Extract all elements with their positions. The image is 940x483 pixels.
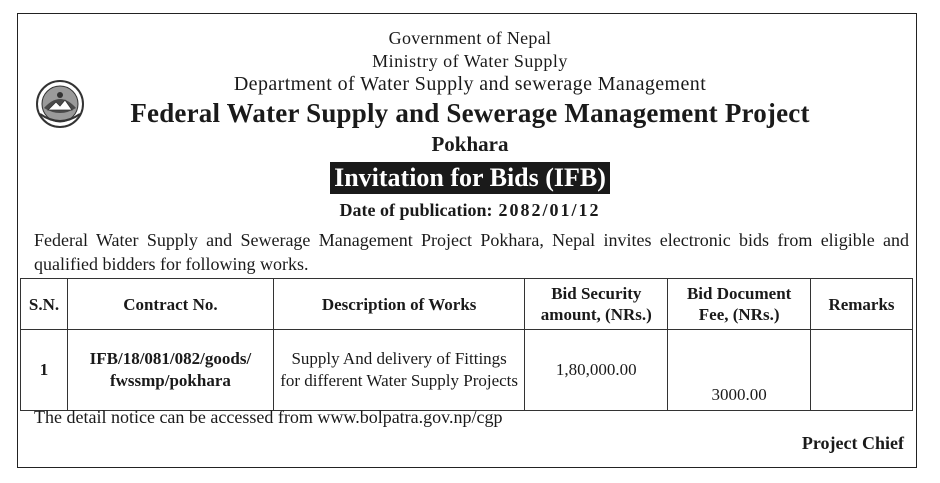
cell-sn: 1 <box>21 330 68 411</box>
ministry-line: Ministry of Water Supply <box>372 51 568 71</box>
cell-bid-document-fee: 3000.00 <box>668 330 811 411</box>
header-bid-security: Bid Security amount, (NRs.) <box>525 279 668 330</box>
header-remarks: Remarks <box>811 279 913 330</box>
intro-paragraph: Federal Water Supply and Sewerage Management Project Pokhara, Nepal invites electronic bids from eligible and qualified bidders for following works. <box>34 230 909 274</box>
cell-description: Supply And delivery of Fittings for different Water Supply Projects <box>273 330 525 411</box>
table-row <box>21 330 913 411</box>
header-sn: S.N. <box>21 279 68 330</box>
department-line: Department of Water Supply and sewerage Management <box>233 73 707 95</box>
signatory: Project Chief <box>801 433 904 453</box>
cell-contract-no: IFB/18/081/082/goods/ fwssmp/pokhara <box>67 330 273 411</box>
bids-table <box>20 278 913 411</box>
table-header-row <box>21 279 913 330</box>
publication-date-line <box>0 200 940 221</box>
detail-notice-line: The detail notice can be accessed from www.bolpatra.gov.np/cgp <box>34 407 503 427</box>
city-line: Pokhara <box>431 132 509 156</box>
header-description: Description of Works <box>273 279 525 330</box>
cell-bid-security: 1,80,000.00 <box>525 330 668 411</box>
header-bid-document-fee: Bid Document Fee, (NRs.) <box>668 279 811 330</box>
ifb-title-wrap <box>0 162 940 194</box>
government-line: Government of Nepal <box>388 28 552 48</box>
publication-date: 2082/01/12 <box>498 200 601 220</box>
header-contract-no: Contract No. <box>67 279 273 330</box>
cell-remarks <box>811 330 913 411</box>
project-title: Federal Water Supply and Sewerage Management Project <box>130 98 810 128</box>
ifb-title: Invitation for Bids (IFB) <box>330 162 610 194</box>
publication-label: Date of publication: <box>339 200 493 220</box>
